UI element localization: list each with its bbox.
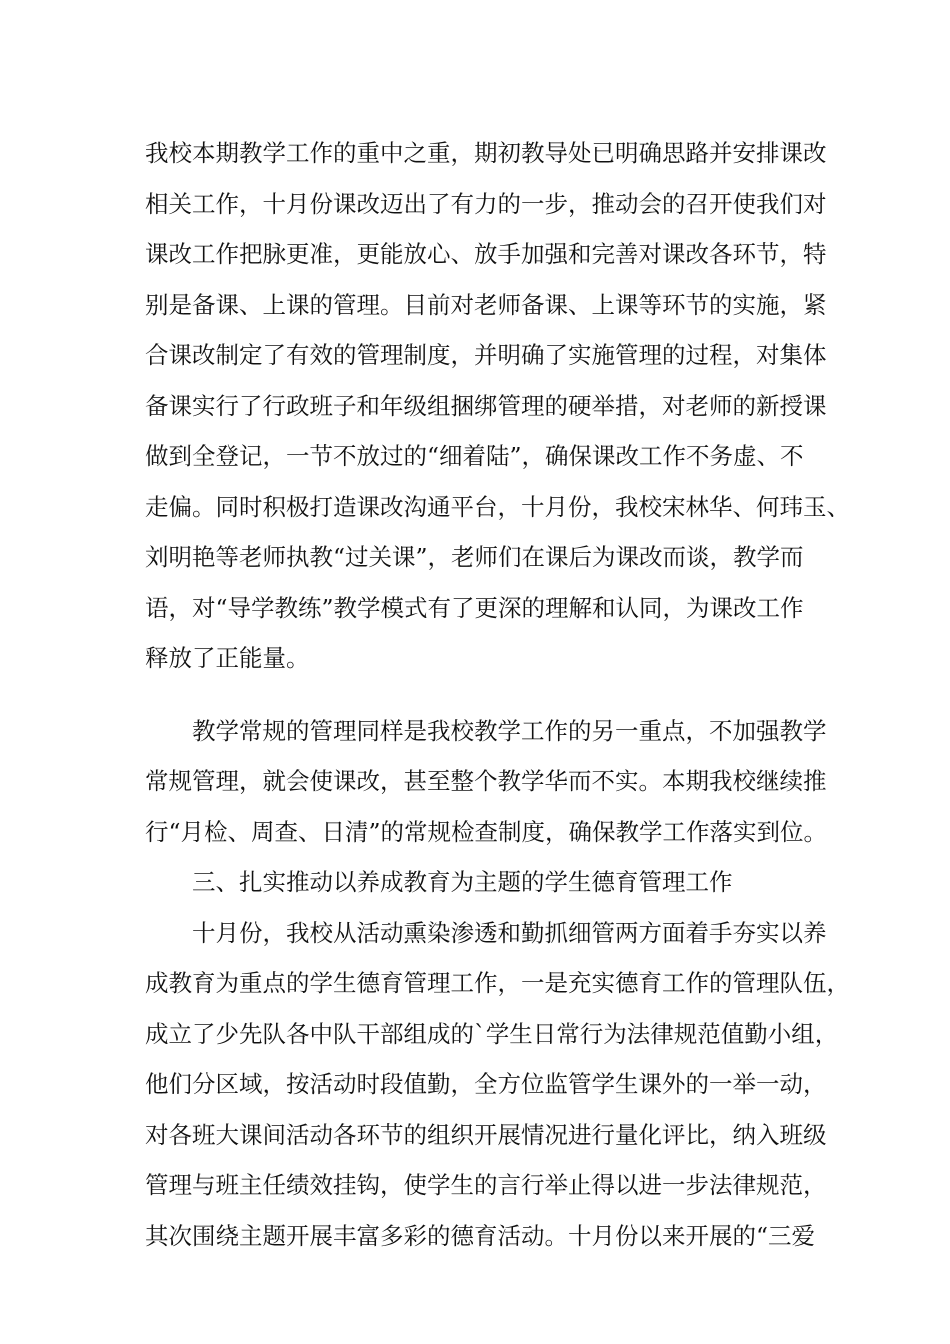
- text-line: 他们分区域，按活动时段值勤，全方位监管学生课外的一举一动，: [145, 1070, 827, 1098]
- text-line: 管理与班主任绩效挂钩，使学生的言行举止得以进一步法律规范，: [145, 1171, 827, 1199]
- text-line: 刘明艳等老师执教“过关课”，老师们在课后为课改而谈，教学而: [145, 543, 804, 571]
- text-line: 对各班大课间活动各环节的组织开展情况进行量化评比，纳入班级: [145, 1120, 827, 1149]
- text-line: 走偏。同时积极打造课改沟通平台，十月份，我校宋林华、何玮玉、: [145, 492, 850, 521]
- paragraph-first-line: 教学常规的管理同样是我校教学工作的另一重点，不加强教学: [192, 716, 827, 745]
- text-line: 备课实行了行政班子和年级组捆绑管理的硬举措，对老师的新授课: [145, 391, 827, 420]
- text-line: 我校本期教学工作的重中之重，期初教导处已明确思路并安排课改: [145, 139, 827, 167]
- text-line: 成立了少先队各中队干部组成的`学生日常行为法律规范值勤小组，: [145, 1019, 839, 1048]
- text-line: 语，对“导学教练”教学模式有了更深的理解和认同，为课改工作: [145, 593, 804, 622]
- paragraph-first-line: 十月份，我校从活动熏染渗透和勤抓细管两方面着手夯实以养: [192, 918, 827, 947]
- text-line: 成教育为重点的学生德育管理工作，一是充实德育工作的管理队伍，: [145, 969, 850, 997]
- text-line: 行“月检、周查、日清”的常规检查制度，确保教学工作落实到位。: [145, 817, 828, 846]
- text-line: 相关工作，十月份课改迈出了有力的一步，推动会的召开使我们对: [145, 189, 827, 218]
- text-line: 别是备课、上课的管理。目前对老师备课、上课等环节的实施，紧: [145, 290, 827, 319]
- text-line: 常规管理，就会使课改，甚至整个教学华而不实。本期我校继续推: [145, 767, 827, 795]
- text-line: 课改工作把脉更准，更能放心、放手加强和完善对课改各环节，特: [145, 240, 827, 268]
- paragraph-end-line: 释放了正能量。: [145, 644, 310, 672]
- document-body: [145, 128, 850, 1261]
- section-heading: 三、扎实推动以养成教育为主题的学生德育管理工作: [192, 868, 733, 896]
- text-line: 做到全登记，一节不放过的“细着陆”，确保课改工作不务虚、不: [145, 442, 804, 470]
- text-line: 其次围绕主题开展丰富多彩的德育活动。十月份以来开展的“三爱: [145, 1221, 816, 1250]
- text-line: 合课改制定了有效的管理制度，并明确了实施管理的过程，对集体: [145, 341, 827, 369]
